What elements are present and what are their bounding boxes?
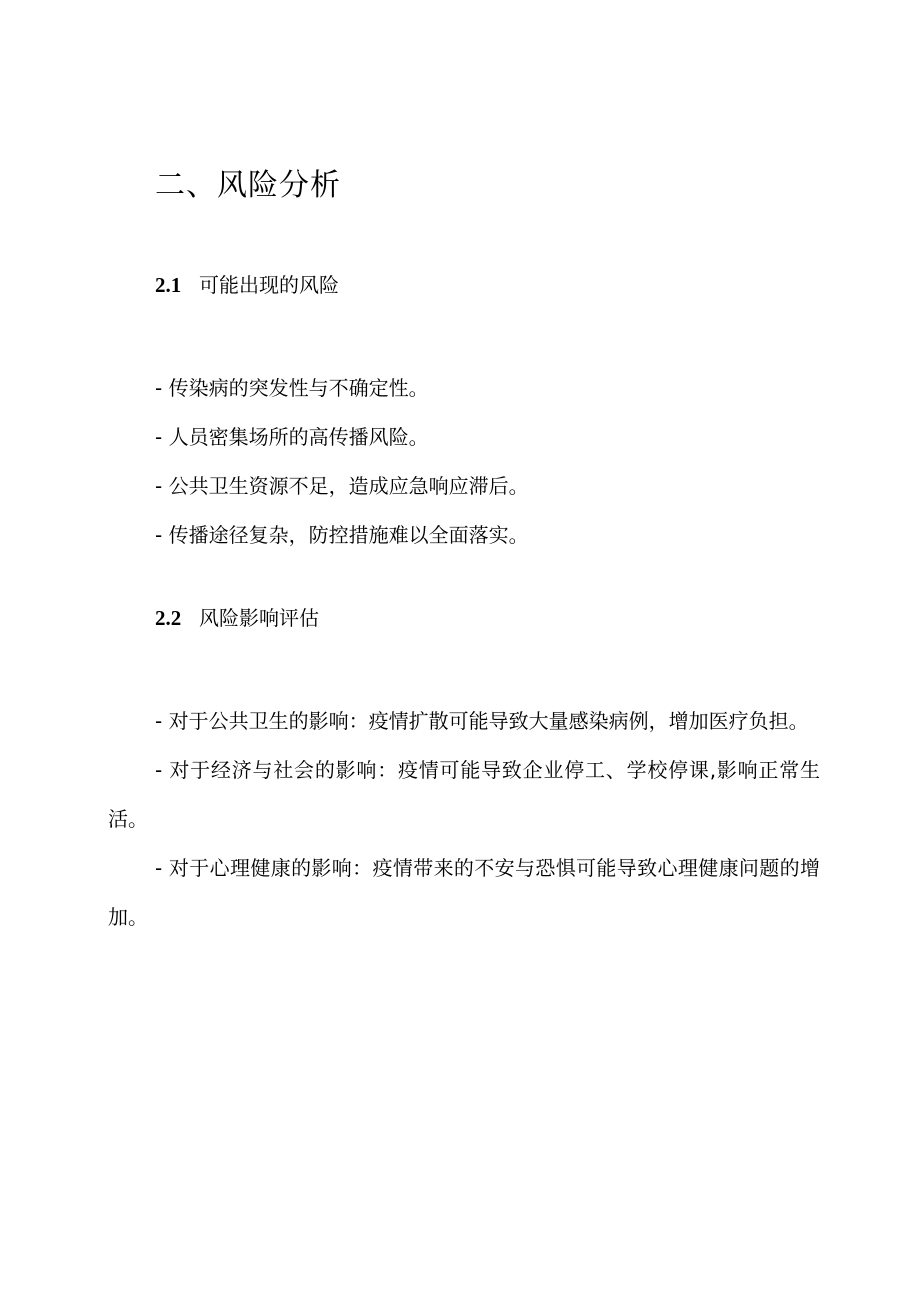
list-item: - 传播途径复杂，防控措施难以全面落实。: [155, 523, 529, 547]
section-title: 二、风险分析: [155, 168, 341, 203]
list-item: - 传染病的突发性与不确定性。: [155, 376, 429, 400]
risk-list: [155, 364, 529, 560]
subsection-number: 2.1: [155, 273, 182, 297]
list-item: - 公共卫生资源不足，造成应急响应滞后。: [155, 474, 529, 498]
list-item: - 人员密集场所的高传播风险。: [155, 425, 429, 449]
subsection-heading-2-2: [155, 603, 319, 633]
subsection-heading-2-1: [155, 270, 339, 300]
list-item: - 对于公共卫生的影响：疫情扩散可能导致大量感染病例，增加医疗负担。: [155, 709, 809, 733]
subsection-title: 可能出现的风险: [199, 273, 339, 297]
list-item: - 对于心理健康的影响：疫情带来的不安与恐惧可能导致心理健康问题的增加。: [108, 856, 820, 929]
impact-list: [108, 697, 820, 942]
subsection-number: 2.2: [155, 606, 182, 630]
list-item: - 对于经济与社会的影响：疫情可能导致企业停工、学校停课,影响正常生活。: [108, 758, 820, 831]
subsection-title: 风险影响评估: [199, 606, 319, 630]
